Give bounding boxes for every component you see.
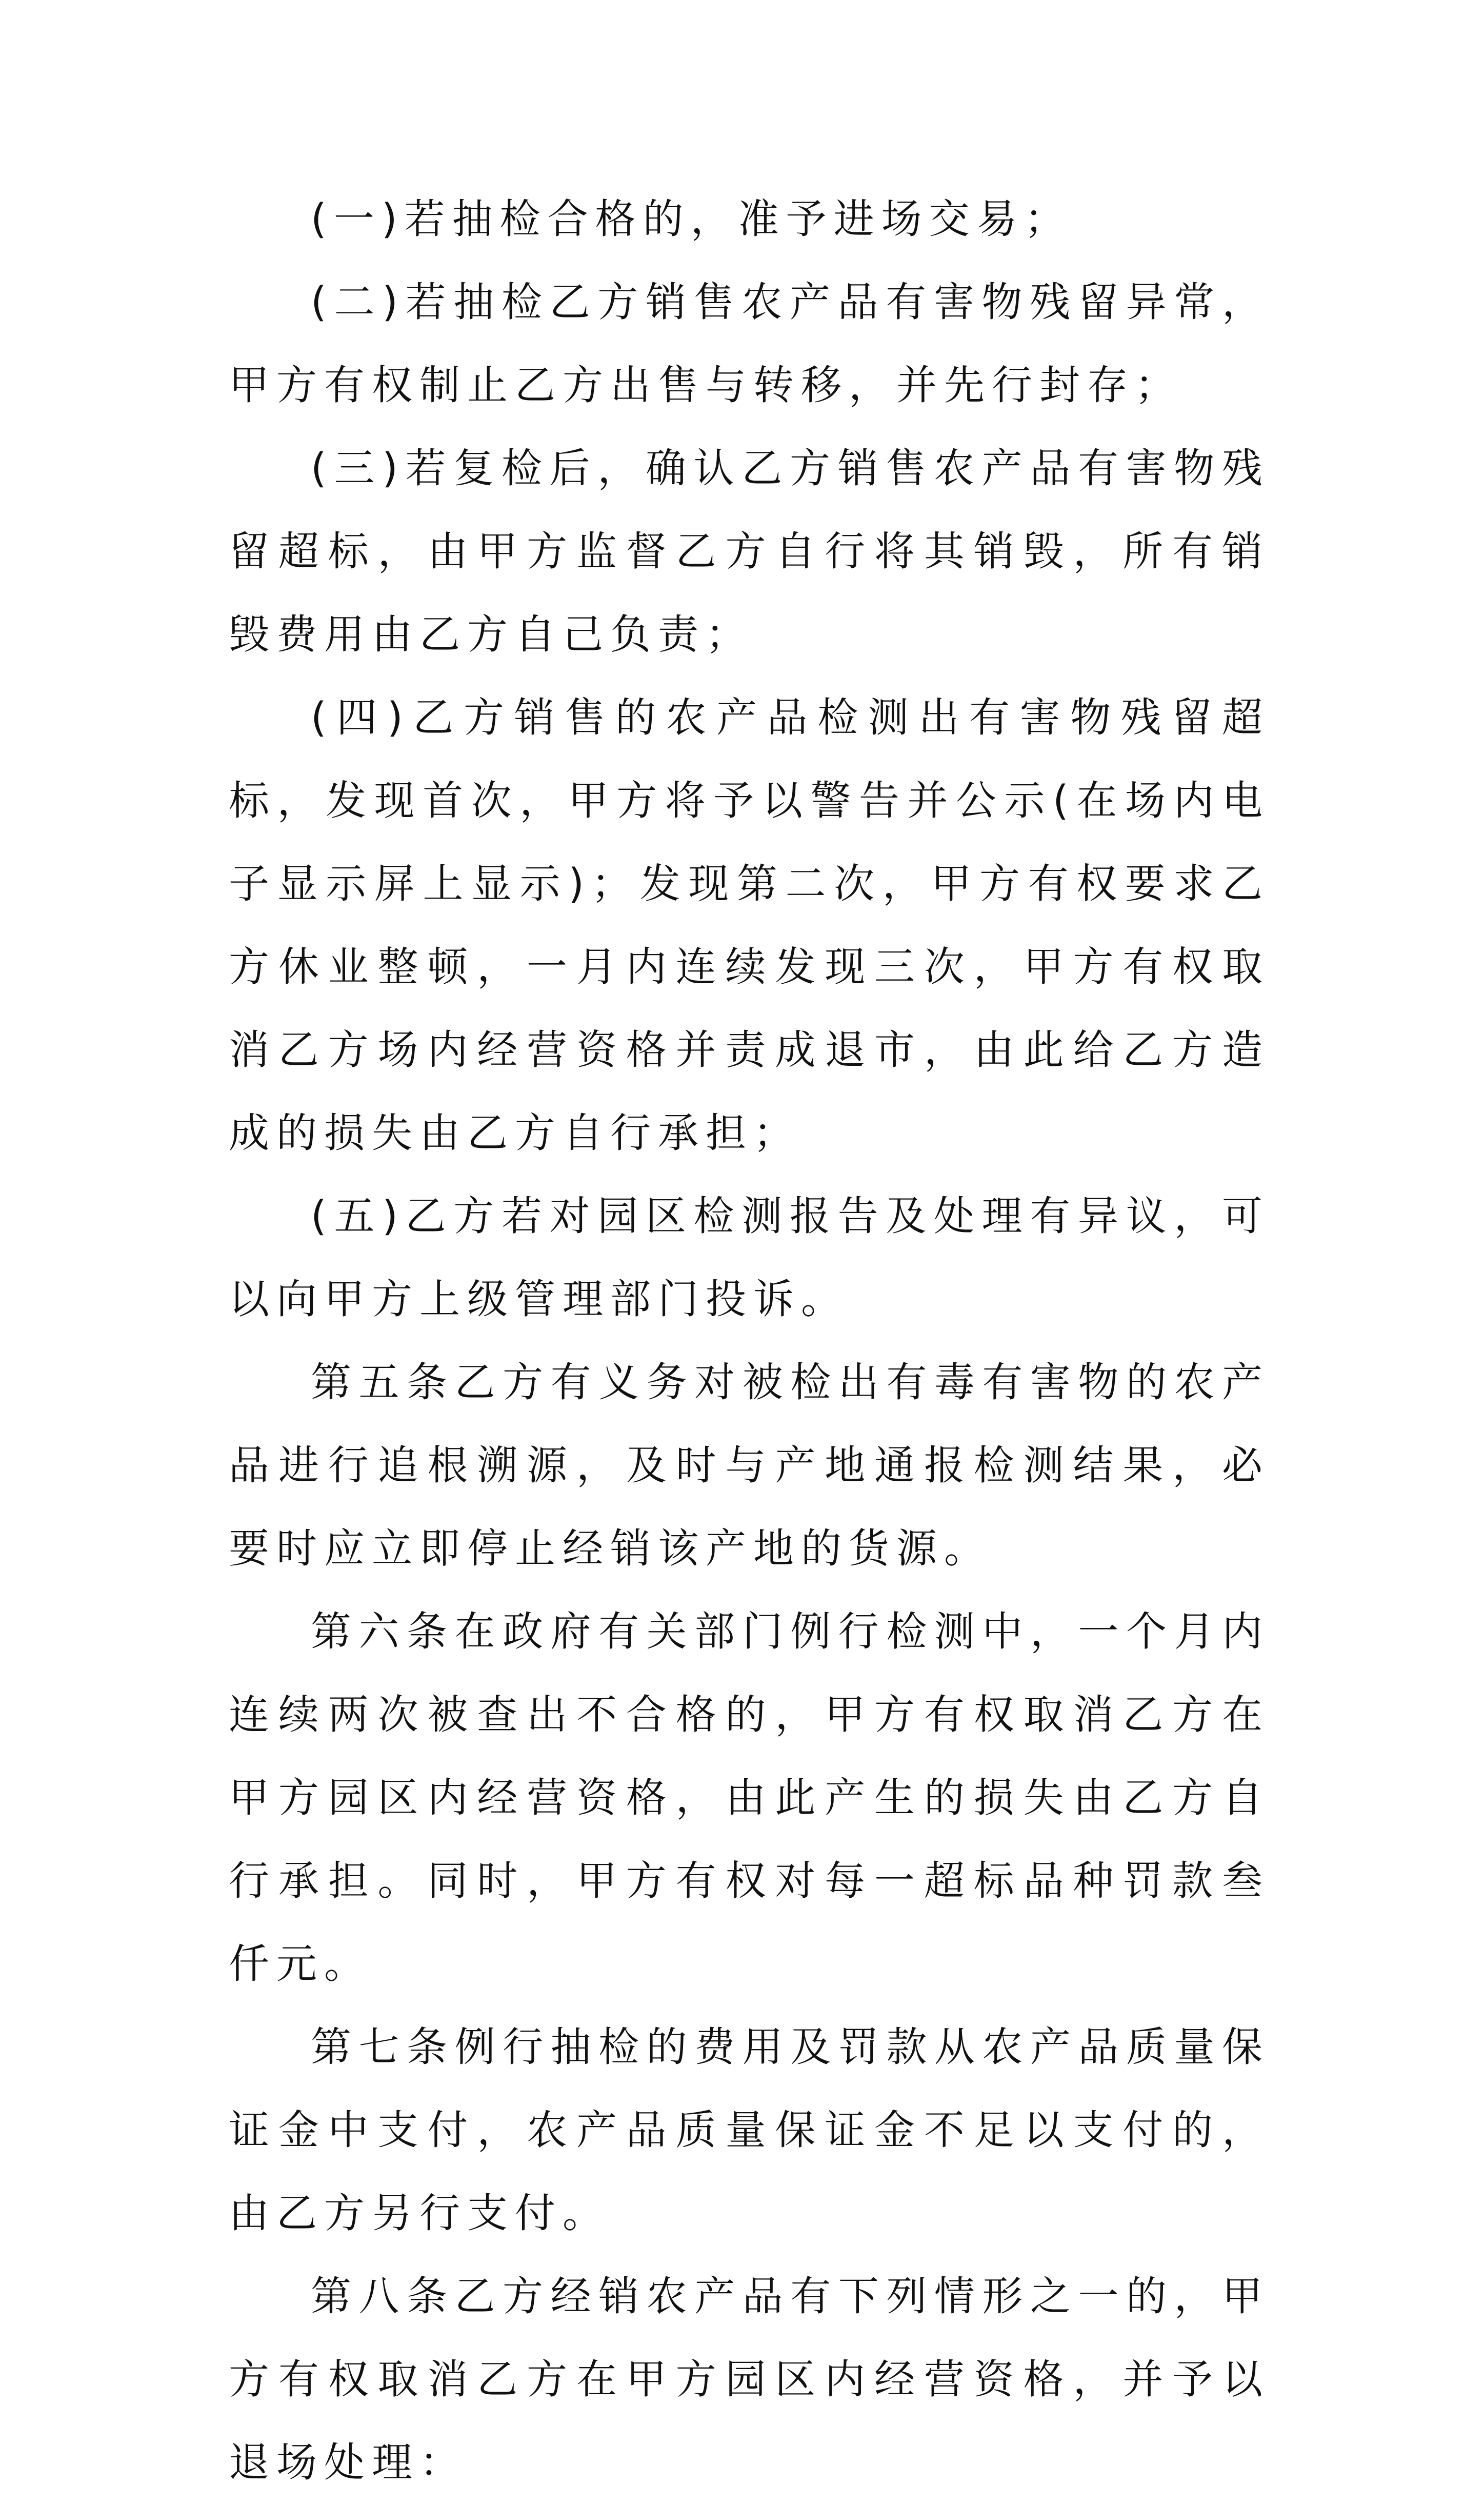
paragraph-item-4: (四)乙方销售的农产品检测出有害物残留超标，发现首次，甲方将予以警告并公示(在场内电子显示屏上显示)；发现第二次，甲方有权要求乙方休业整顿，一月内连续发现三次，甲方有权取消乙方场内经营资格并责成退市，由此给乙方造成的损失由乙方自行承担； bbox=[229, 694, 1270, 1157]
article-7: 第七条例行抽检的费用及罚款从农产品质量保证金中支付，农产品质量保证金不足以支付的，由乙方另行支付。 bbox=[229, 2023, 1270, 2237]
article-6: 第六条在政府有关部门例行检测中，一个月内连续两次被查出不合格的，甲方有权取消乙方在甲方园区内经营资格，由此产生的损失由乙方自行承担。同时，甲方有权对每一超标品种罚款叁仟元。 bbox=[229, 1608, 1270, 1988]
document-body bbox=[229, 177, 1270, 2504]
article-8: 第八条乙方经销农产品有下列情形之一的，甲方有权取消乙方在甲方园区内经营资格，并予以退场处理： bbox=[229, 2273, 1270, 2486]
paragraph-item-2: (二)若抽检乙方销售农产品有害物残留异常，甲方有权制止乙方出售与转移，并先行封存； bbox=[229, 279, 1270, 409]
paragraph-item-3: (三)若复检后，确认乙方销售农产品有害物残留超标，由甲方监督乙方自行将其销毁，所有销毁费用由乙方自己负责； bbox=[229, 445, 1270, 658]
article-5: 第五条乙方有义务对被检出有毒有害物的农产品进行追根溯源，及时与产地通报检测结果，必要时应立即停止经销该产地的货源。 bbox=[229, 1359, 1270, 1572]
paragraph-item-1: (一)若抽检合格的，准予进场交易； bbox=[311, 195, 1072, 243]
paragraph-item-5: (五)乙方若对园区检测报告及处理有异议，可以向甲方上级管理部门投诉。 bbox=[229, 1193, 1270, 1323]
